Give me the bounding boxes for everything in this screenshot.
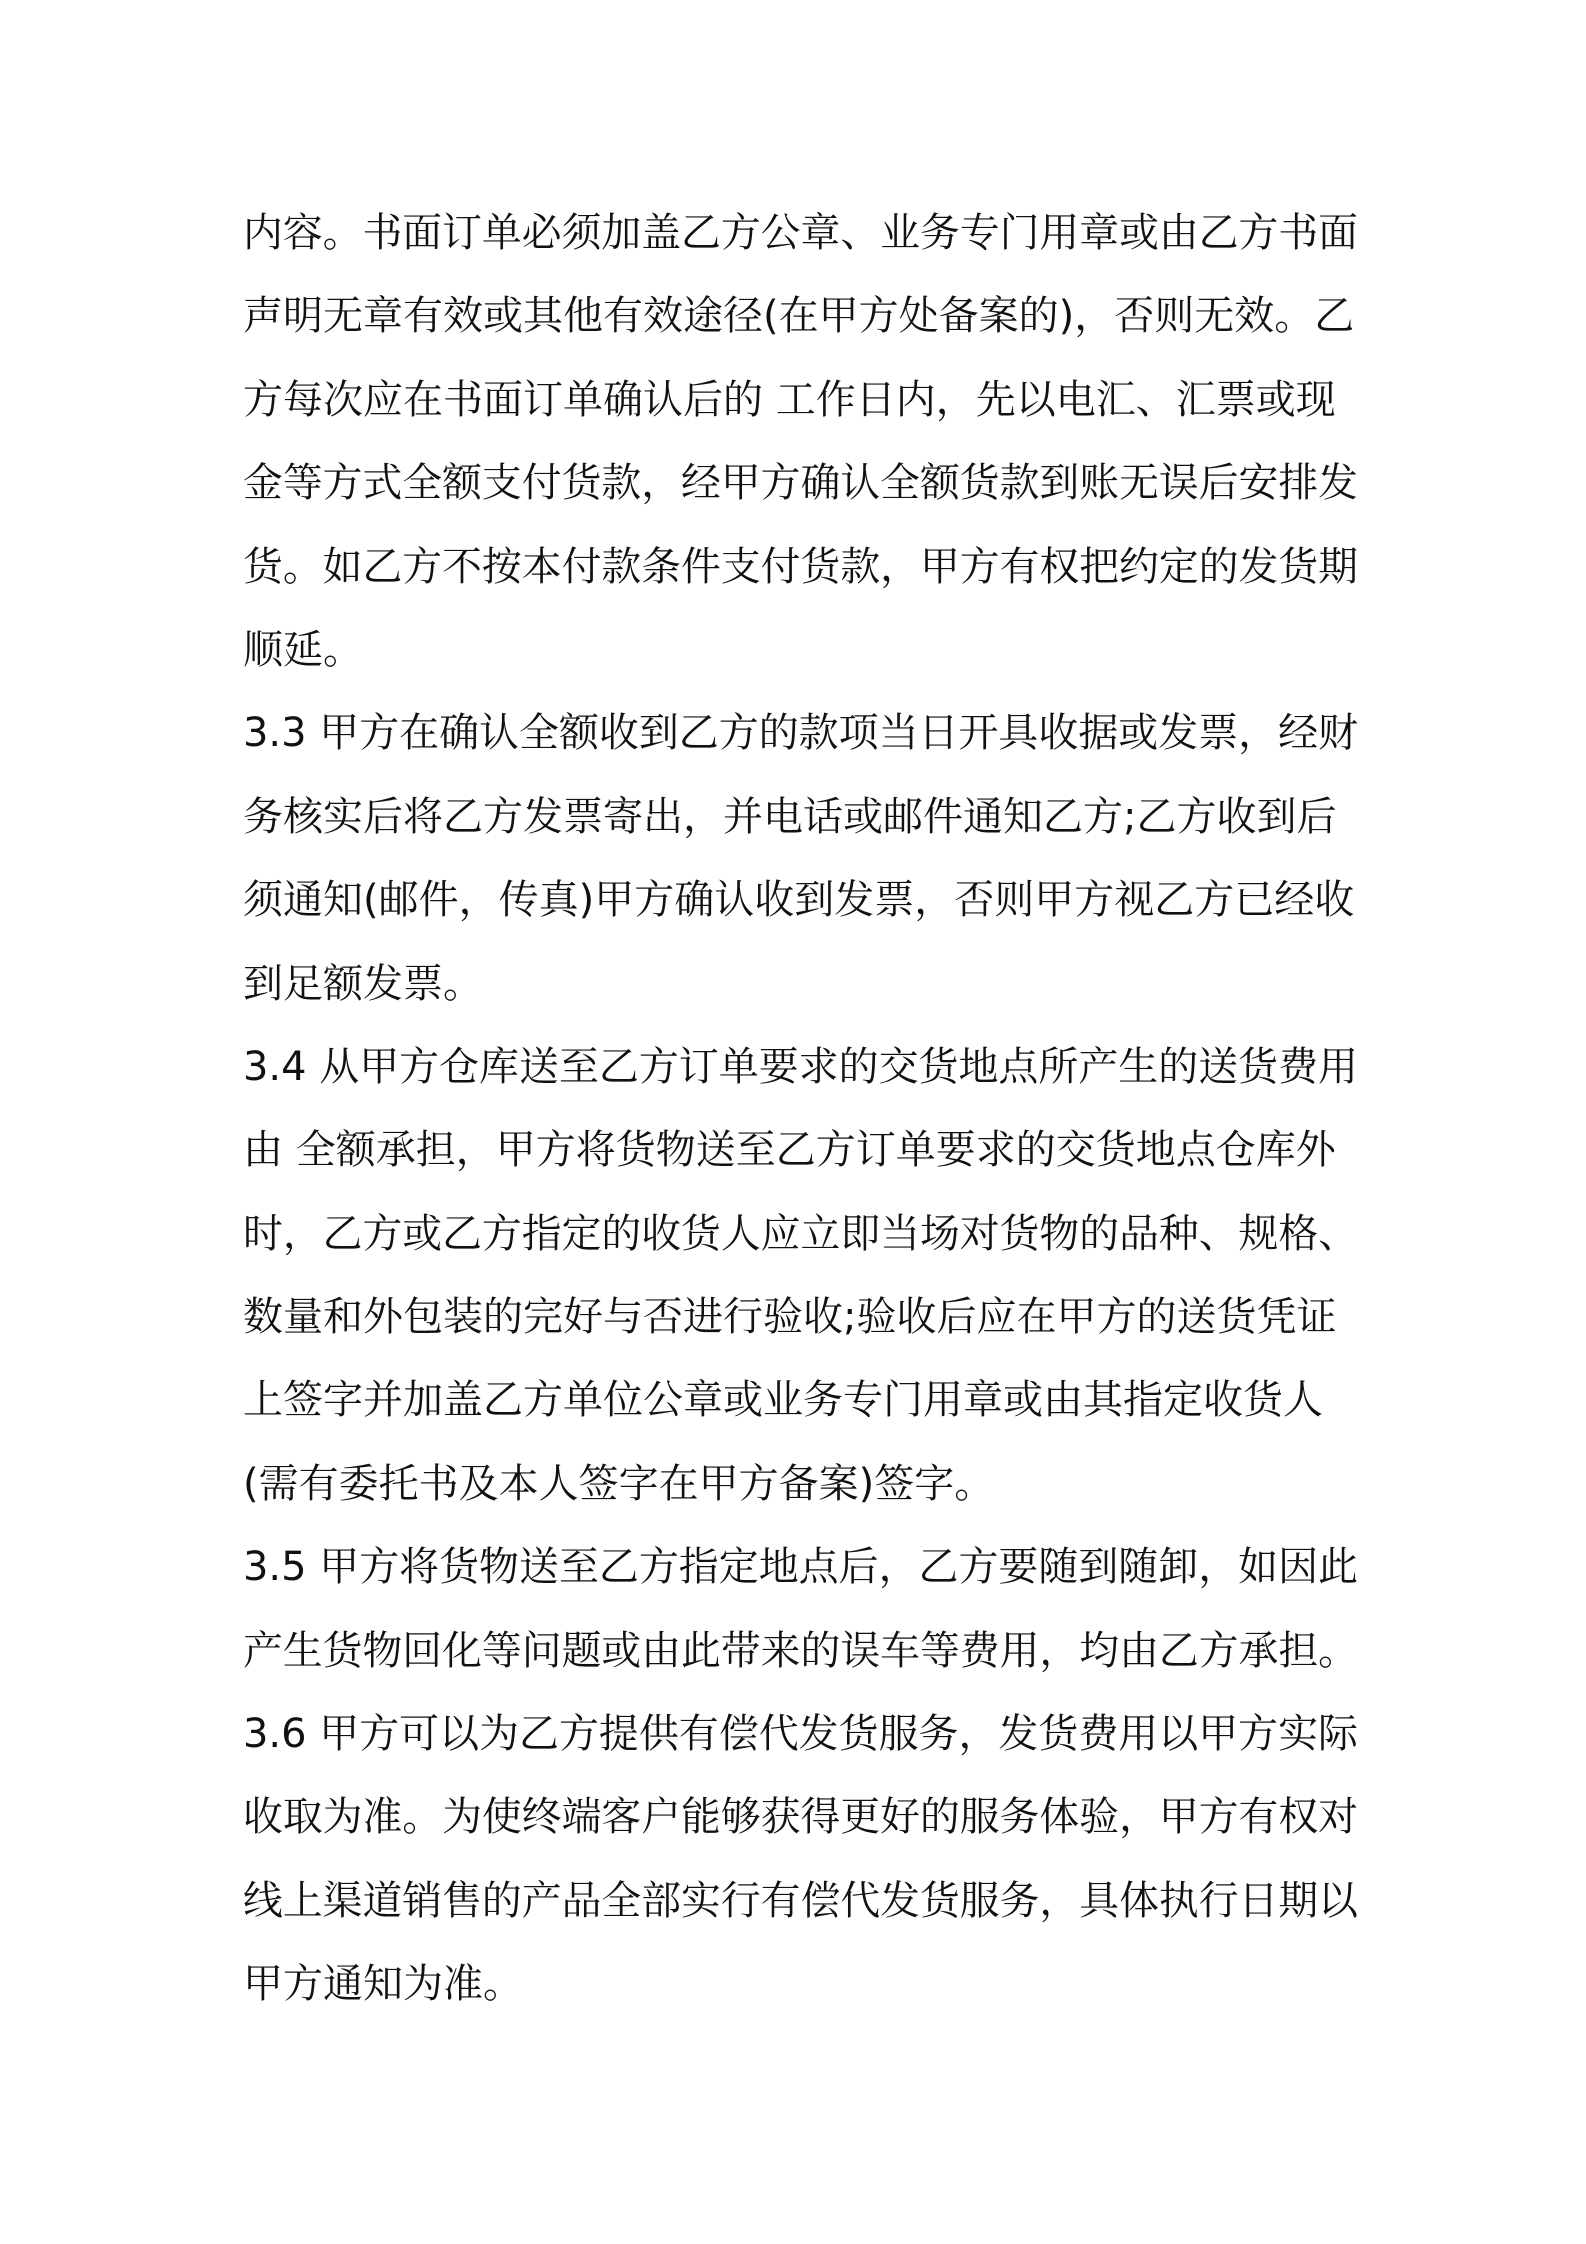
text-line: 上签字并加盖乙方单位公章或业务专门用章或由其指定收货人 [243, 1377, 1323, 1424]
text-line: 金等方式全额支付货款，经甲方确认全额货款到账无误后安排发 [243, 460, 1358, 507]
text-line: 时，乙方或乙方指定的收货人应立即当场对货物的品种、规格、 [243, 1210, 1358, 1257]
text-line: 线上渠道销售的产品全部实行有偿代发货服务，具体执行日期以 [243, 1877, 1358, 1924]
text-line: 内容。书面订单必须加盖乙方公章、业务专门用章或由乙方书面 [243, 210, 1358, 256]
text-line: 到足额发票。 [243, 960, 483, 1007]
text-line: 产生货物回化等问题或由此带来的误车等费用，均由乙方承担。 [243, 1627, 1358, 1674]
contract-body-text [243, 192, 1358, 2027]
text-line: 数量和外包装的完好与否进行验收;验收后应在甲方的送货凭证 [243, 1294, 1337, 1341]
clause-3-4-line: 3.4 从甲方仓库送至乙方订单要求的交货地点所产生的送货费用 [243, 1043, 1358, 1090]
text-line: 收取为准。为使终端客户能够获得更好的服务体验，甲方有权对 [243, 1794, 1358, 1841]
text-line: 声明无章有效或其他有效途径(在甲方处备案的)，否则无效。乙 [243, 293, 1355, 340]
text-line: 顺延。 [243, 626, 363, 673]
clause-3-3-line: 3.3 甲方在确认全额收到乙方的款项当日开具收据或发票，经财 [243, 710, 1358, 757]
text-line: 方每次应在书面订单确认后的 工作日内，先以电汇、汇票或现 [243, 376, 1336, 423]
text-line: (需有委托书及本人签字在甲方备案)签字。 [243, 1460, 995, 1507]
text-line: 甲方通知为准。 [243, 1961, 523, 2008]
text-line: 由 全额承担，甲方将货物送至乙方订单要求的交货地点仓库外 [243, 1127, 1336, 1174]
clause-3-6-line: 3.6 甲方可以为乙方提供有偿代发货服务，发货费用以甲方实际 [243, 1711, 1358, 1758]
text-line: 货。如乙方不按本付款条件支付货款，甲方有权把约定的发货期 [243, 543, 1358, 590]
text-line: 务核实后将乙方发票寄出，并电话或邮件通知乙方;乙方收到后 [243, 793, 1337, 840]
clause-3-5-line: 3.5 甲方将货物送至乙方指定地点后，乙方要随到随卸，如因此 [243, 1544, 1358, 1591]
text-line: 须通知(邮件，传真)甲方确认收到发票，否则甲方视乙方已经收 [243, 877, 1355, 924]
